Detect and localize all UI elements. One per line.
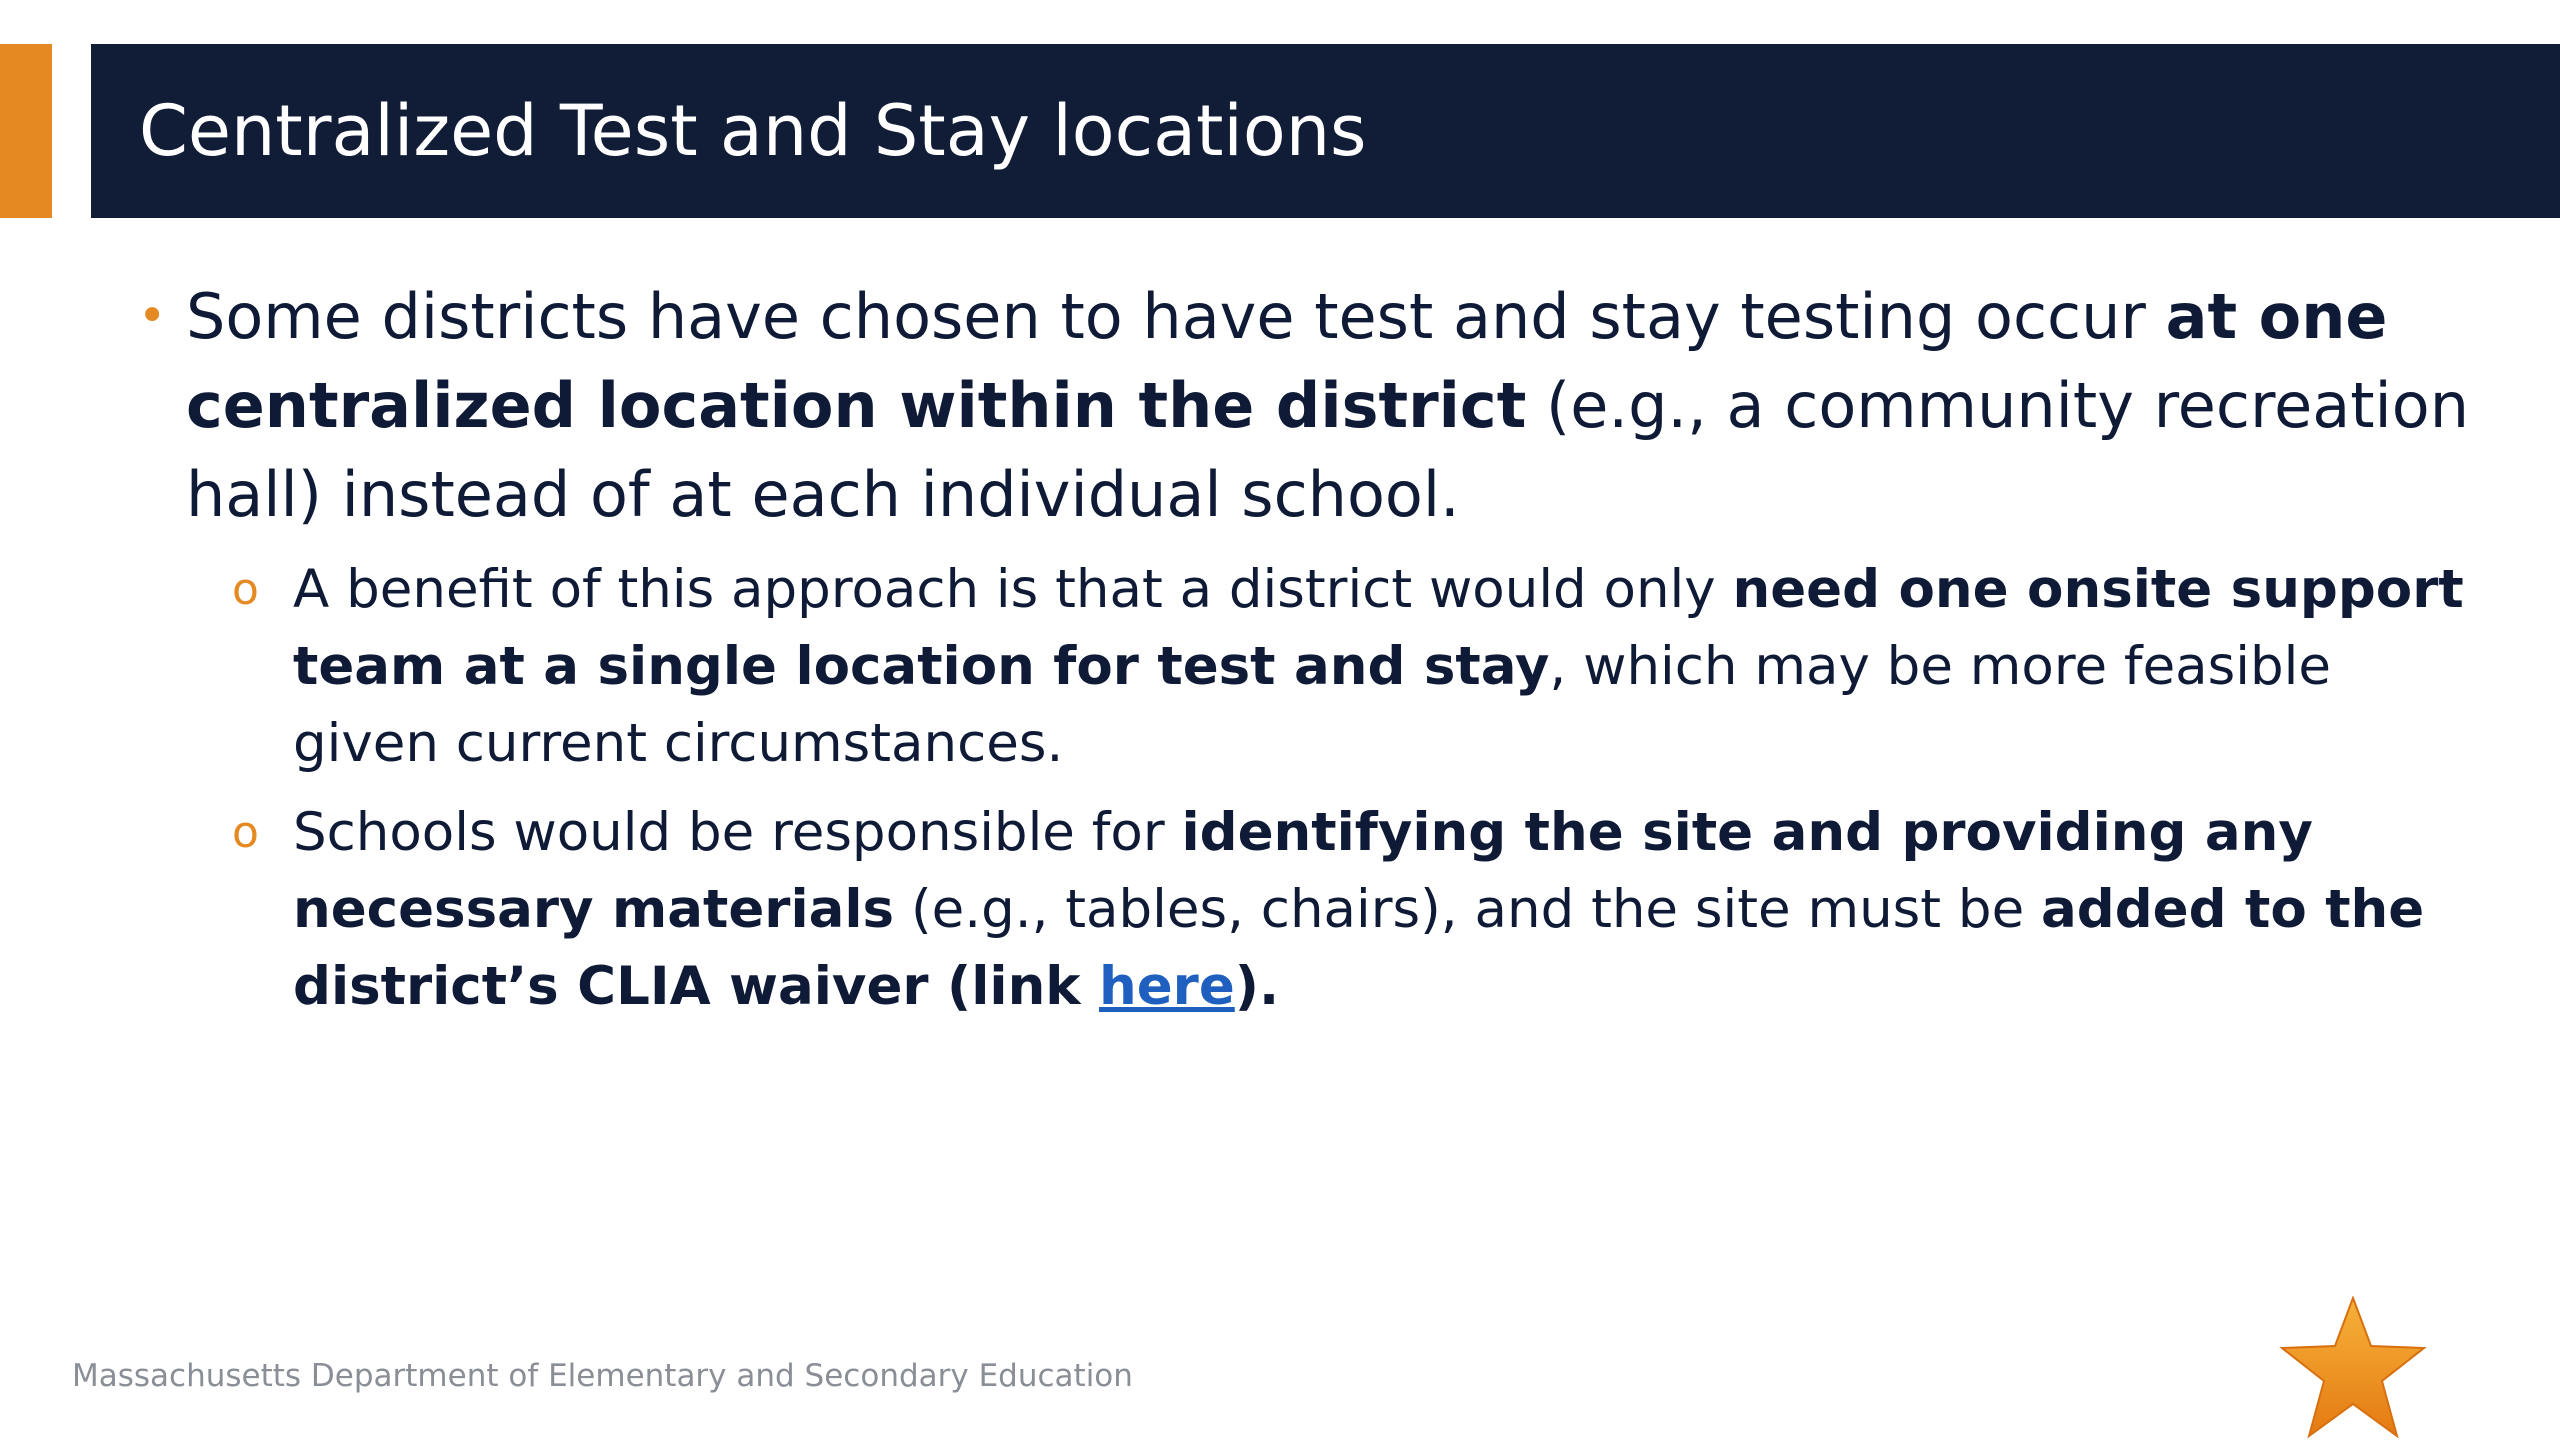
- bullet-marker: •: [138, 288, 167, 344]
- sub-bullet-text: (e.g., tables, chairs), and the site must be: [894, 879, 2042, 940]
- sub-bullet: [232, 794, 2478, 1025]
- sub-bullet-text: A benefit of this approach is that a district would only: [293, 559, 1733, 620]
- sub-bullet-marker: o: [232, 564, 259, 615]
- sub-bullet-bold: ).: [1234, 956, 1280, 1017]
- sub-bullet-bold: added to the district’s CLIA waiver (link: [293, 879, 2425, 1017]
- accent-bar: [0, 44, 52, 218]
- slide-title: Centralized Test and Stay locations: [139, 90, 1367, 172]
- title-bar: [91, 44, 2560, 218]
- star-icon: [2278, 1296, 2428, 1440]
- slide-content: [138, 272, 2478, 1037]
- main-bullet-text-1: Some districts have chosen to have test and stay testing occur: [186, 280, 2166, 353]
- clia-waiver-link[interactable]: here: [1099, 956, 1235, 1017]
- sub-bullet-text: Schools would be responsible for: [293, 802, 1182, 863]
- sub-bullet-list: [138, 551, 2478, 1025]
- sub-bullet-bold: identifying the site and providing any necessary materials: [293, 802, 2313, 940]
- main-bullet-bold-1: at one centralized location within the district: [186, 280, 2388, 442]
- sub-bullet-marker: o: [232, 807, 259, 858]
- main-bullet: [138, 272, 2478, 539]
- sub-bullet: [232, 551, 2478, 782]
- main-bullet-text-2: (e.g., a community recreation hall) instead of at each individual school.: [186, 369, 2469, 531]
- footer-text: Massachusetts Department of Elementary and Secondary Education: [72, 1358, 1133, 1394]
- sub-bullet-bold: need one onsite support team at a single location for test and stay: [293, 559, 2464, 697]
- sub-bullet-text: , which may be more feasible given current circumstances.: [293, 636, 2331, 774]
